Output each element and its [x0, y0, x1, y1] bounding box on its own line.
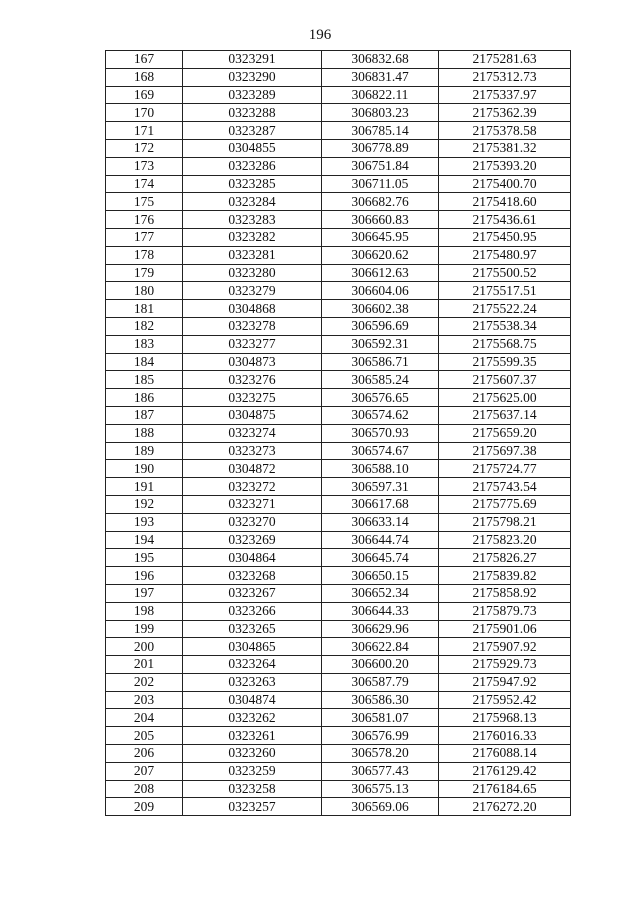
x-coordinate-cell: 306645.95: [322, 228, 439, 246]
y-coordinate-cell: 2175500.52: [439, 264, 571, 282]
x-coordinate-cell: 306832.68: [322, 51, 439, 69]
table-row: [106, 727, 571, 745]
table-row: [106, 584, 571, 602]
y-coordinate-cell: 2175775.69: [439, 495, 571, 513]
point-number-cell: 198: [106, 602, 183, 620]
y-coordinate-cell: 2176129.42: [439, 762, 571, 780]
point-number-cell: 194: [106, 531, 183, 549]
y-coordinate-cell: 2176272.20: [439, 798, 571, 816]
point-id-cell: 0323258: [183, 780, 322, 798]
point-id-cell: 0323265: [183, 620, 322, 638]
y-coordinate-cell: 2175337.97: [439, 86, 571, 104]
point-id-cell: 0323270: [183, 513, 322, 531]
point-id-cell: 0323289: [183, 86, 322, 104]
point-number-cell: 190: [106, 460, 183, 478]
table-row: [106, 673, 571, 691]
point-number-cell: 195: [106, 549, 183, 567]
point-id-cell: 0304855: [183, 139, 322, 157]
table-row: [106, 175, 571, 193]
y-coordinate-cell: 2175450.95: [439, 228, 571, 246]
x-coordinate-cell: 306597.31: [322, 478, 439, 496]
x-coordinate-cell: 306576.99: [322, 727, 439, 745]
x-coordinate-cell: 306620.62: [322, 246, 439, 264]
y-coordinate-cell: 2176088.14: [439, 745, 571, 763]
point-number-cell: 181: [106, 300, 183, 318]
table-row: [106, 139, 571, 157]
point-number-cell: 203: [106, 691, 183, 709]
table-row: [106, 709, 571, 727]
point-id-cell: 0323286: [183, 157, 322, 175]
x-coordinate-cell: 306644.33: [322, 602, 439, 620]
x-coordinate-cell: 306574.62: [322, 406, 439, 424]
point-number-cell: 174: [106, 175, 183, 193]
table-row: [106, 51, 571, 69]
y-coordinate-cell: 2175826.27: [439, 549, 571, 567]
point-number-cell: 202: [106, 673, 183, 691]
y-coordinate-cell: 2175947.92: [439, 673, 571, 691]
point-id-cell: 0304875: [183, 406, 322, 424]
point-id-cell: 0304864: [183, 549, 322, 567]
x-coordinate-cell: 306803.23: [322, 104, 439, 122]
table-row: [106, 353, 571, 371]
x-coordinate-cell: 306633.14: [322, 513, 439, 531]
x-coordinate-cell: 306751.84: [322, 157, 439, 175]
point-number-cell: 205: [106, 727, 183, 745]
x-coordinate-cell: 306612.63: [322, 264, 439, 282]
point-id-cell: 0323280: [183, 264, 322, 282]
point-id-cell: 0323267: [183, 584, 322, 602]
point-number-cell: 172: [106, 139, 183, 157]
y-coordinate-cell: 2175538.34: [439, 317, 571, 335]
y-coordinate-cell: 2175743.54: [439, 478, 571, 496]
y-coordinate-cell: 2175480.97: [439, 246, 571, 264]
point-id-cell: 0323290: [183, 68, 322, 86]
table-row: [106, 638, 571, 656]
point-number-cell: 208: [106, 780, 183, 798]
point-number-cell: 168: [106, 68, 183, 86]
y-coordinate-cell: 2175522.24: [439, 300, 571, 318]
y-coordinate-cell: 2175907.92: [439, 638, 571, 656]
x-coordinate-cell: 306604.06: [322, 282, 439, 300]
point-id-cell: 0323285: [183, 175, 322, 193]
y-coordinate-cell: 2175697.38: [439, 442, 571, 460]
table-row: [106, 656, 571, 674]
y-coordinate-cell: 2175312.73: [439, 68, 571, 86]
y-coordinate-cell: 2175281.63: [439, 51, 571, 69]
y-coordinate-cell: 2175724.77: [439, 460, 571, 478]
point-number-cell: 178: [106, 246, 183, 264]
point-id-cell: 0323266: [183, 602, 322, 620]
table-row: [106, 211, 571, 229]
y-coordinate-cell: 2175378.58: [439, 122, 571, 140]
point-number-cell: 199: [106, 620, 183, 638]
point-id-cell: 0323291: [183, 51, 322, 69]
point-id-cell: 0323279: [183, 282, 322, 300]
point-number-cell: 183: [106, 335, 183, 353]
y-coordinate-cell: 2175436.61: [439, 211, 571, 229]
table-row: [106, 193, 571, 211]
x-coordinate-cell: 306644.74: [322, 531, 439, 549]
point-id-cell: 0323284: [183, 193, 322, 211]
table-row: [106, 495, 571, 513]
y-coordinate-cell: 2175901.06: [439, 620, 571, 638]
point-id-cell: 0323257: [183, 798, 322, 816]
x-coordinate-cell: 306660.83: [322, 211, 439, 229]
point-id-cell: 0323275: [183, 389, 322, 407]
point-number-cell: 204: [106, 709, 183, 727]
point-id-cell: 0323260: [183, 745, 322, 763]
y-coordinate-cell: 2175968.13: [439, 709, 571, 727]
y-coordinate-cell: 2175418.60: [439, 193, 571, 211]
table-row: [106, 264, 571, 282]
y-coordinate-cell: 2175400.70: [439, 175, 571, 193]
x-coordinate-cell: 306629.96: [322, 620, 439, 638]
y-coordinate-cell: 2175381.32: [439, 139, 571, 157]
point-id-cell: 0323271: [183, 495, 322, 513]
y-coordinate-cell: 2175858.92: [439, 584, 571, 602]
table-row: [106, 389, 571, 407]
point-number-cell: 179: [106, 264, 183, 282]
table-row: [106, 246, 571, 264]
x-coordinate-cell: 306778.89: [322, 139, 439, 157]
x-coordinate-cell: 306602.38: [322, 300, 439, 318]
coordinates-table-body: [106, 51, 571, 816]
y-coordinate-cell: 2175839.82: [439, 567, 571, 585]
point-number-cell: 209: [106, 798, 183, 816]
x-coordinate-cell: 306585.24: [322, 371, 439, 389]
point-number-cell: 206: [106, 745, 183, 763]
x-coordinate-cell: 306822.11: [322, 86, 439, 104]
table-row: [106, 371, 571, 389]
x-coordinate-cell: 306650.15: [322, 567, 439, 585]
x-coordinate-cell: 306785.14: [322, 122, 439, 140]
x-coordinate-cell: 306576.65: [322, 389, 439, 407]
y-coordinate-cell: 2175637.14: [439, 406, 571, 424]
point-id-cell: 0323281: [183, 246, 322, 264]
point-number-cell: 201: [106, 656, 183, 674]
point-id-cell: 0323274: [183, 424, 322, 442]
y-coordinate-cell: 2175952.42: [439, 691, 571, 709]
table-row: [106, 157, 571, 175]
x-coordinate-cell: 306575.13: [322, 780, 439, 798]
point-id-cell: 0323282: [183, 228, 322, 246]
point-number-cell: 192: [106, 495, 183, 513]
point-id-cell: 0323277: [183, 335, 322, 353]
y-coordinate-cell: 2175393.20: [439, 157, 571, 175]
point-id-cell: 0304874: [183, 691, 322, 709]
point-number-cell: 193: [106, 513, 183, 531]
x-coordinate-cell: 306578.20: [322, 745, 439, 763]
point-number-cell: 180: [106, 282, 183, 300]
y-coordinate-cell: 2175568.75: [439, 335, 571, 353]
x-coordinate-cell: 306581.07: [322, 709, 439, 727]
point-number-cell: 177: [106, 228, 183, 246]
x-coordinate-cell: 306587.79: [322, 673, 439, 691]
table-row: [106, 478, 571, 496]
table-row: [106, 691, 571, 709]
point-number-cell: 175: [106, 193, 183, 211]
point-number-cell: 186: [106, 389, 183, 407]
point-id-cell: 0304865: [183, 638, 322, 656]
table-row: [106, 282, 571, 300]
table-row: [106, 460, 571, 478]
table-row: [106, 68, 571, 86]
table-row: [106, 780, 571, 798]
x-coordinate-cell: 306645.74: [322, 549, 439, 567]
y-coordinate-cell: 2175879.73: [439, 602, 571, 620]
x-coordinate-cell: 306831.47: [322, 68, 439, 86]
point-number-cell: 207: [106, 762, 183, 780]
x-coordinate-cell: 306617.68: [322, 495, 439, 513]
y-coordinate-cell: 2175798.21: [439, 513, 571, 531]
table-row: [106, 335, 571, 353]
point-number-cell: 189: [106, 442, 183, 460]
x-coordinate-cell: 306588.10: [322, 460, 439, 478]
point-number-cell: 196: [106, 567, 183, 585]
point-id-cell: 0323278: [183, 317, 322, 335]
table-row: [106, 745, 571, 763]
table-row: [106, 442, 571, 460]
point-number-cell: 176: [106, 211, 183, 229]
point-id-cell: 0323261: [183, 727, 322, 745]
point-number-cell: 171: [106, 122, 183, 140]
x-coordinate-cell: 306574.67: [322, 442, 439, 460]
y-coordinate-cell: 2175599.35: [439, 353, 571, 371]
point-id-cell: 0323269: [183, 531, 322, 549]
point-id-cell: 0323287: [183, 122, 322, 140]
x-coordinate-cell: 306586.30: [322, 691, 439, 709]
table-row: [106, 228, 571, 246]
table-row: [106, 104, 571, 122]
table-row: [106, 798, 571, 816]
point-id-cell: 0323276: [183, 371, 322, 389]
table-row: [106, 424, 571, 442]
point-number-cell: 169: [106, 86, 183, 104]
point-number-cell: 170: [106, 104, 183, 122]
point-number-cell: 197: [106, 584, 183, 602]
y-coordinate-cell: 2175659.20: [439, 424, 571, 442]
table-row: [106, 602, 571, 620]
y-coordinate-cell: 2175362.39: [439, 104, 571, 122]
point-id-cell: 0323259: [183, 762, 322, 780]
point-id-cell: 0323263: [183, 673, 322, 691]
x-coordinate-cell: 306652.34: [322, 584, 439, 602]
coordinates-table: [105, 50, 571, 816]
y-coordinate-cell: 2175517.51: [439, 282, 571, 300]
table-row: [106, 406, 571, 424]
y-coordinate-cell: 2175929.73: [439, 656, 571, 674]
table-row: [106, 86, 571, 104]
table-row: [106, 300, 571, 318]
point-id-cell: 0304873: [183, 353, 322, 371]
x-coordinate-cell: 306682.76: [322, 193, 439, 211]
x-coordinate-cell: 306577.43: [322, 762, 439, 780]
point-id-cell: 0323283: [183, 211, 322, 229]
point-number-cell: 188: [106, 424, 183, 442]
y-coordinate-cell: 2176184.65: [439, 780, 571, 798]
x-coordinate-cell: 306596.69: [322, 317, 439, 335]
table-row: [106, 549, 571, 567]
x-coordinate-cell: 306569.06: [322, 798, 439, 816]
x-coordinate-cell: 306622.84: [322, 638, 439, 656]
table-row: [106, 531, 571, 549]
point-number-cell: 173: [106, 157, 183, 175]
x-coordinate-cell: 306711.05: [322, 175, 439, 193]
y-coordinate-cell: 2175823.20: [439, 531, 571, 549]
point-id-cell: 0323288: [183, 104, 322, 122]
point-number-cell: 185: [106, 371, 183, 389]
point-number-cell: 191: [106, 478, 183, 496]
table-row: [106, 567, 571, 585]
point-id-cell: 0323268: [183, 567, 322, 585]
point-number-cell: 187: [106, 406, 183, 424]
point-number-cell: 200: [106, 638, 183, 656]
x-coordinate-cell: 306600.20: [322, 656, 439, 674]
x-coordinate-cell: 306592.31: [322, 335, 439, 353]
point-number-cell: 182: [106, 317, 183, 335]
table-row: [106, 122, 571, 140]
y-coordinate-cell: 2175607.37: [439, 371, 571, 389]
point-id-cell: 0323272: [183, 478, 322, 496]
table-row: [106, 620, 571, 638]
point-number-cell: 184: [106, 353, 183, 371]
x-coordinate-cell: 306586.71: [322, 353, 439, 371]
y-coordinate-cell: 2175625.00: [439, 389, 571, 407]
x-coordinate-cell: 306570.93: [322, 424, 439, 442]
page-number: 196: [308, 27, 332, 43]
table-row: [106, 513, 571, 531]
point-id-cell: 0323262: [183, 709, 322, 727]
y-coordinate-cell: 2176016.33: [439, 727, 571, 745]
point-id-cell: 0304872: [183, 460, 322, 478]
table-row: [106, 762, 571, 780]
point-id-cell: 0304868: [183, 300, 322, 318]
point-id-cell: 0323273: [183, 442, 322, 460]
point-number-cell: 167: [106, 51, 183, 69]
point-id-cell: 0323264: [183, 656, 322, 674]
table-row: [106, 317, 571, 335]
